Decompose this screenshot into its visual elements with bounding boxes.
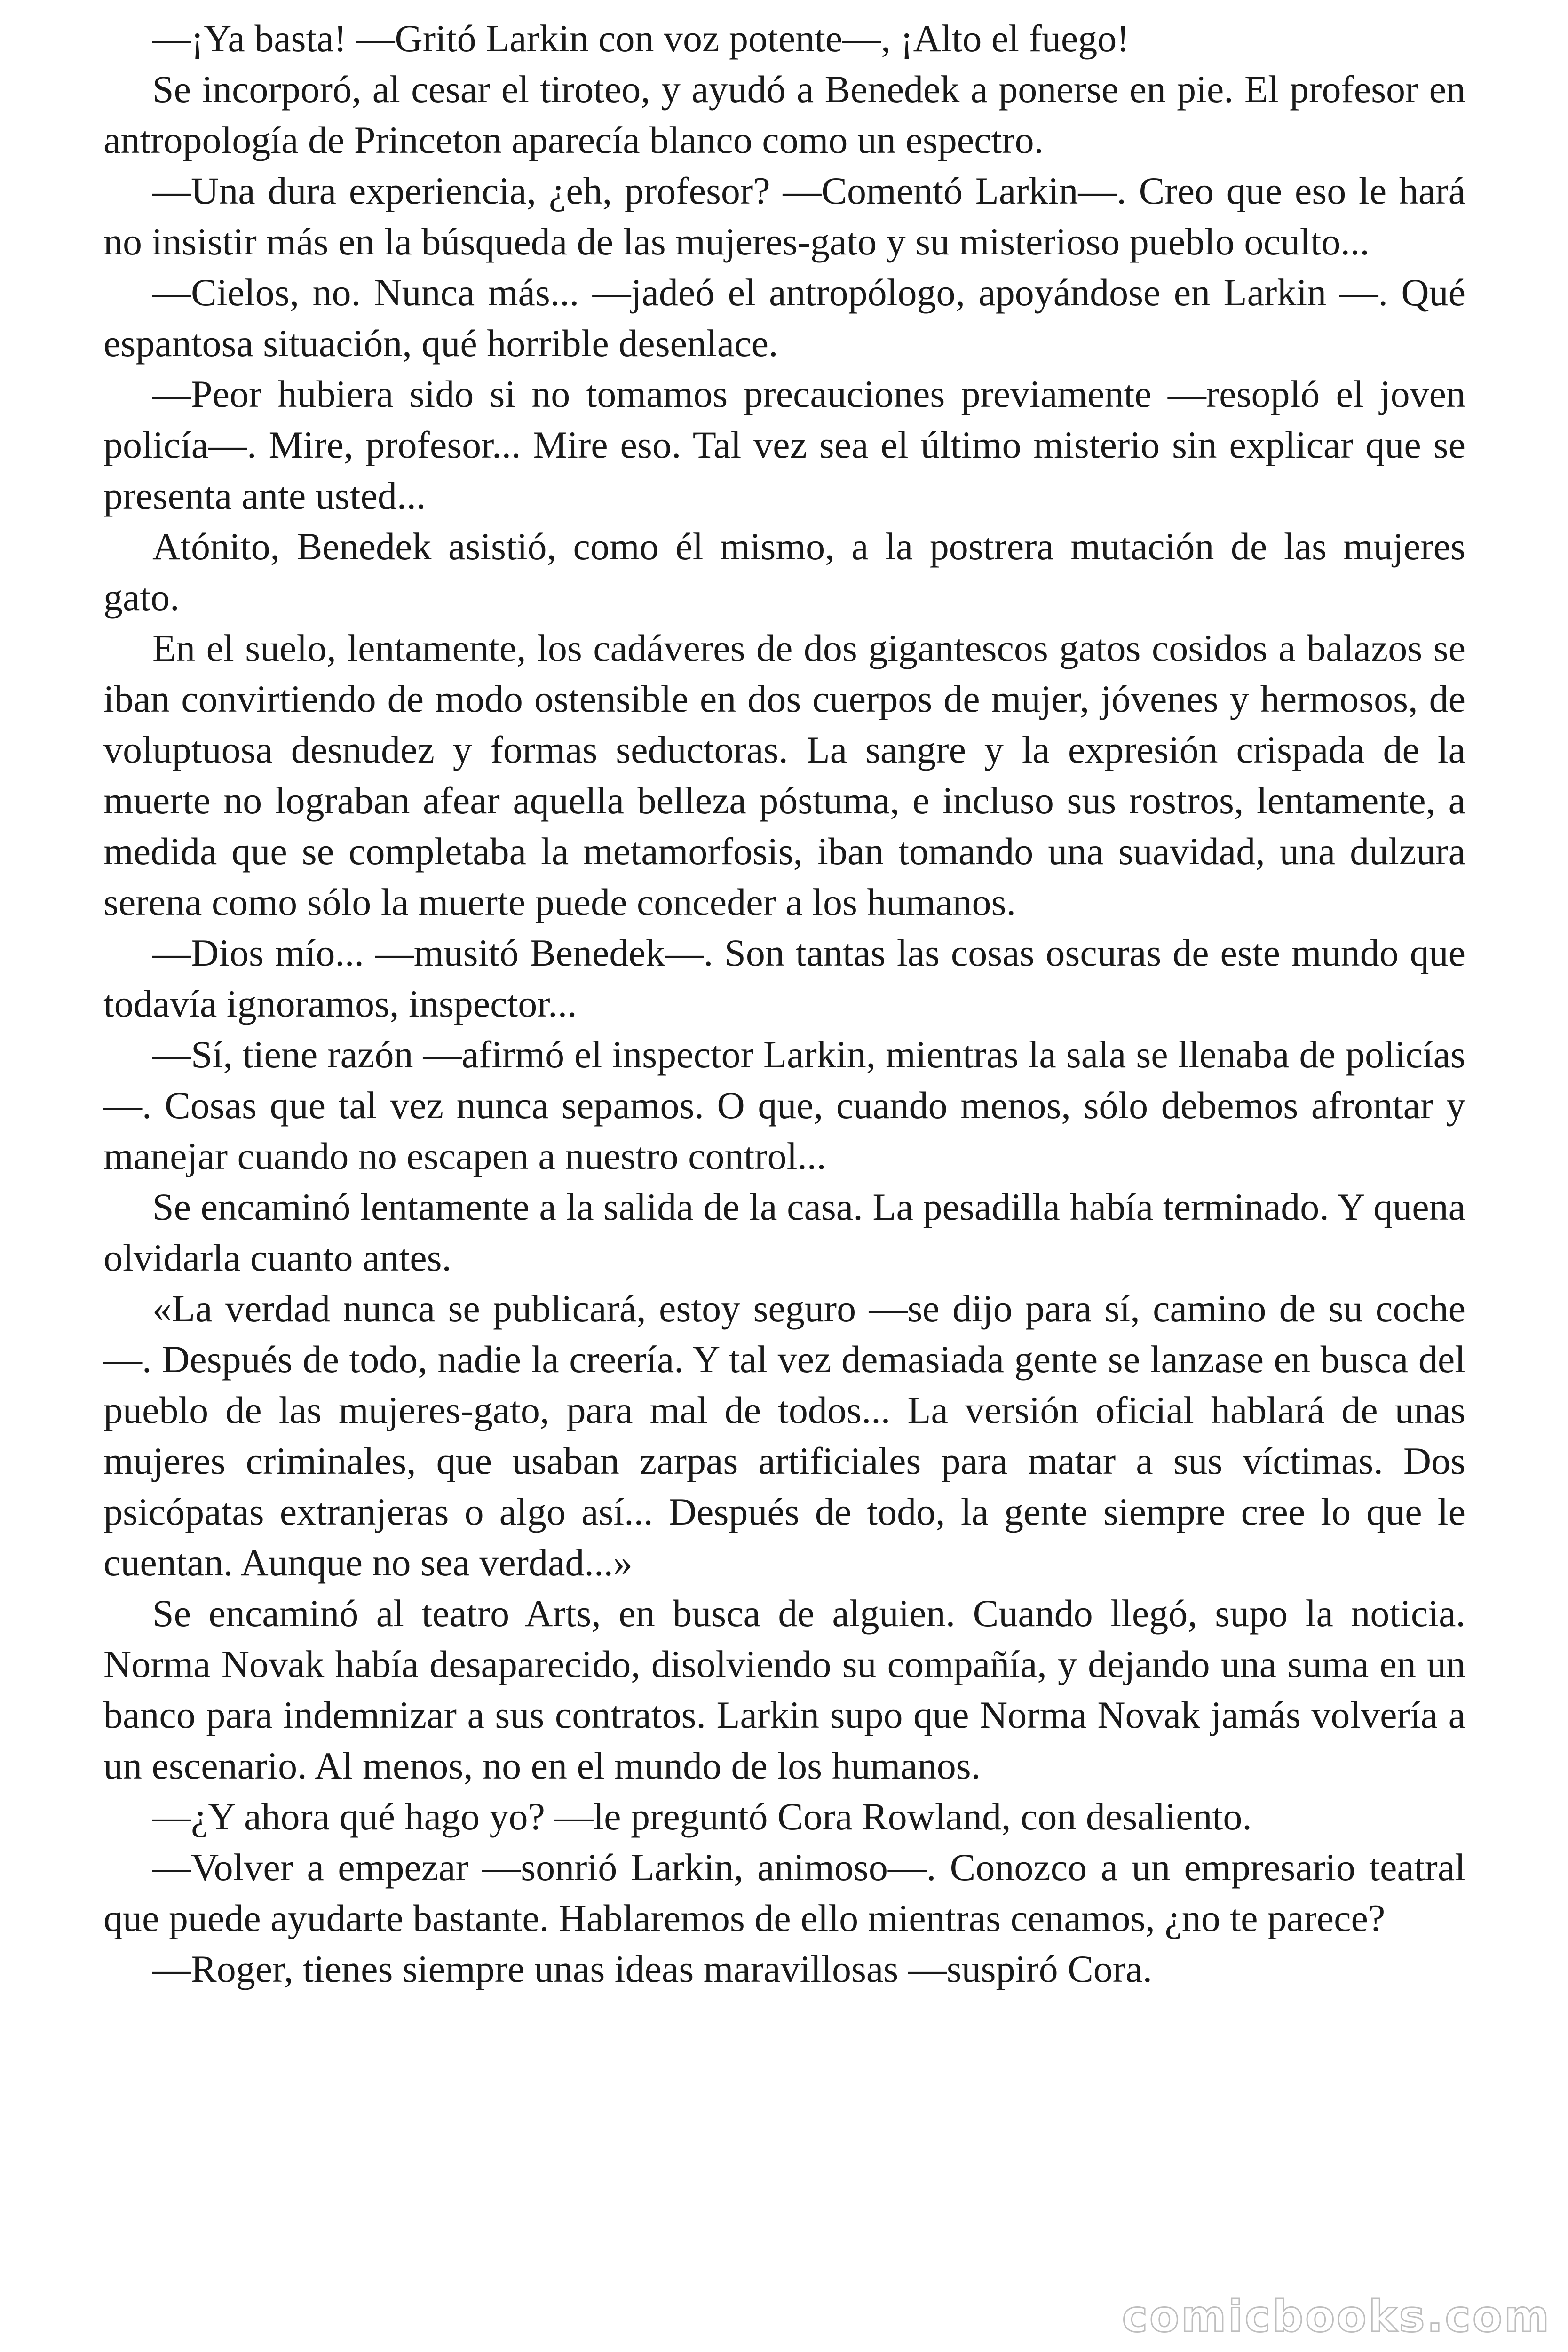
paragraph: —Dios mío... —musitó Benedek—. Son tantas las cosas oscuras de este mundo que todavía ignoramos, inspector... (103, 931, 1465, 1025)
paragraph: —Roger, tienes siempre unas ideas maravillosas —suspiró Cora. (152, 1947, 1152, 1990)
paragraph: Se encaminó lentamente a la salida de la casa. La pesadilla había terminado. Y quena olvidarla cuanto antes. (103, 1185, 1465, 1279)
document-page (103, 13, 1465, 2339)
paragraph: En el suelo, lentamente, los cadáveres de dos gigantescos gatos cosidos a balazos se iban convirtiendo de modo ostensible en dos cuerpos de mujer, jóvenes y hermosos, de voluptuosa desnudez y formas seductoras. La sangre y la expresión crispada de la muerte no lograban afear aquella belleza póstuma, e incluso sus rostros, lentamente, a medida que se completaba la metamorfosis, iban tomando una suavidad, una dulzura serena como sólo la muerte puede conceder a los humanos. (103, 627, 1465, 923)
paragraph: —¡Ya basta! —Gritó Larkin con voz potente—, ¡Alto el fuego! (152, 17, 1130, 60)
paragraph: —Una dura experiencia, ¿eh, profesor? —Comentó Larkin—. Creo que eso le hará no insistir más en la búsqueda de las mujeres-gato y su misterioso pueblo oculto... (103, 169, 1465, 263)
paragraph: «La verdad nunca se publicará, estoy seguro —se dijo para sí, camino de su coche—. Después de todo, nadie la creería. Y tal vez demasiada gente se lanzase en busca del pueblo de las mujeres-gato, para mal de todos... La versión oficial hablará de unas mujeres criminales, que usaban zarpas artificiales para matar a sus víctimas. Dos psicópatas extranjeras o algo así... Después de todo, la gente siempre cree lo que le cuentan. Aunque no sea verdad...» (103, 1287, 1465, 1584)
paragraph: Se incorporó, al cesar el tiroteo, y ayudó a Benedek a ponerse en pie. El profesor en antropología de Princeton aparecía blanco como un espectro. (103, 68, 1465, 161)
paragraph: —Volver a empezar —sonrió Larkin, animoso—. Conozco a un empresario teatral que puede ayudarte bastante. Hablaremos de ello mientras cenamos, ¿no te parece? (103, 1846, 1465, 1939)
paragraph: —Sí, tiene razón —afirmó el inspector Larkin, mientras la sala se llenaba de policías—. Cosas que tal vez nunca sepamos. O que, cuando menos, sólo debemos afrontar y manejar cuando no escapen a nuestro control... (103, 1033, 1465, 1177)
paragraph: Atónito, Benedek asistió, como él mismo, a la postrera mutación de las mujeres gato. (103, 525, 1465, 619)
paragraph: —Cielos, no. Nunca más... —jadeó el antropólogo, apoyándose en Larkin —. Qué espantosa situación, qué horrible desenlace. (103, 271, 1465, 365)
paragraph: —¿Y ahora qué hago yo? —le preguntó Cora Rowland, con desaliento. (152, 1795, 1252, 1838)
watermark: comicbooks.com (1122, 2291, 1551, 2342)
paragraph: Se encaminó al teatro Arts, en busca de alguien. Cuando llegó, supo la noticia. Norma Novak había desaparecido, disolviendo su compañía, y dejando una suma en un banco para indemnizar a sus contratos. Larkin supo que Norma Novak jamás volvería a un escenario. Al menos, no en el mundo de los humanos. (103, 1592, 1465, 1787)
paragraph: —Peor hubiera sido si no tomamos precauciones previamente —resopló el joven policía—. Mire, profesor... Mire eso. Tal vez sea el último misterio sin explicar que se presenta ante usted... (103, 373, 1465, 517)
